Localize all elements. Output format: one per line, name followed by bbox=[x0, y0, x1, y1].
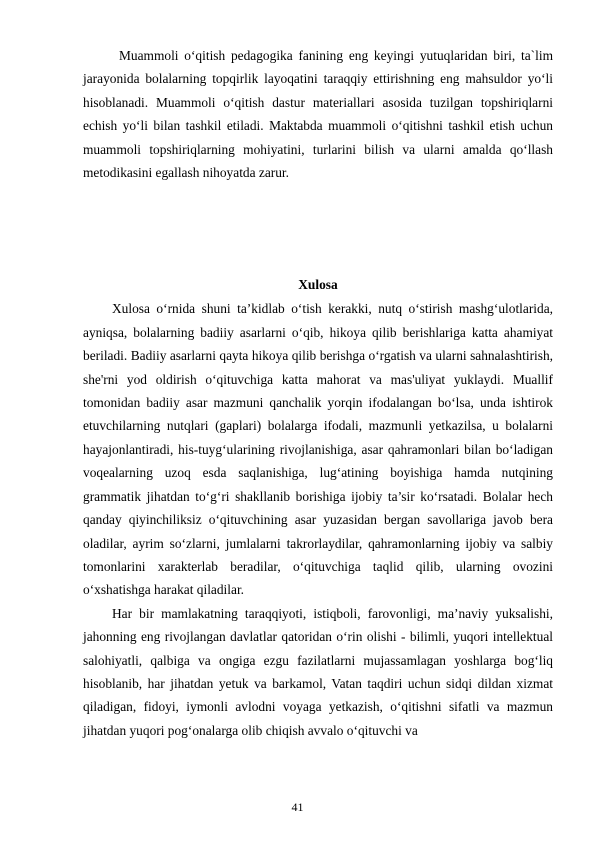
document-page bbox=[83, 44, 553, 742]
intro-paragraph: Muammoli o‘qitish pedagogika fanining eng keyingi yutuqlaridan biri, ta`lim jarayonida bolalarning topqirlik layoqatini taraqqiy ettirishning eng mahsuldor yo‘li hisoblanadi. Muammoli o‘qitish dastur materiallari asosida tuzilgan topshiriqlarni echish yo‘li bilan tashkil etiladi. Maktabda muammoli o‘qitishni tashkil etish uchun muammoli topshiriqlarning mohiyatini, turlarini bilish va ularni amalda qo‘llash metodikasini egallash nihoyatda zarur. bbox=[83, 48, 553, 181]
body-paragraph: Har bir mamlakatning taraqqiyoti, istiqboli, farovonligi, ma’naviy yuksalishi, jahonning eng rivojlangan davlatlar qatoridan o‘rin olishi - bilimli, yuqori intellektual salohiyatli, qalbiga va ongiga ezgu fazilatlarni mujassamlagan yoshlarga bog‘liq hisoblanib, har jihatdan yetuk va barkamol, Vatan taqdiri uchun sidqi dildan xizmat qiladigan, fidoyi, iymonli avlodni voyaga yetkazish, o‘qitishni sifatli va mazmun jihatdan yuqori pog‘onalarga olib chiqish avvalo o‘qituvchi va bbox=[83, 605, 553, 738]
section-heading: Xulosa bbox=[298, 277, 338, 293]
blank-space bbox=[83, 184, 553, 274]
page-number: 41 bbox=[291, 800, 304, 814]
body-paragraph: Xulosa o‘rnida shuni ta’kidlab o‘tish kerakki, nutq o‘stirish mashg‘ulotlarida, ayniqsa, bolalarning badiiy asarlarni o‘qib, hikoya qilib berishlariga katta ahamiyat beriladi. Badiiy asarlarni qayta hikoya qilib berishga o‘rgatish va ularni sahnalashtirish, she'rni yod oldirish o‘qituvchiga katta mahorat va mas'uliyat yuklaydi. Muallif tomonidan badiiy asar mazmuni qanchalik yorqin ifodalangan bo‘lsa, unda ishtirok etuvchilarning nutqlari (gaplari) bolalarga ifodali, mazmunli yetkazilsa, u bolalarni hayajonlantiradi, his-tuyg‘ularining rivojlanishiga, asar qahramonlari bilan bo‘ladigan voqealarning uzoq esda saqlanishiga, lug‘atining boyishiga hamda nutqining grammatik jihatdan to‘g‘ri shakllanib borishiga ijobiy ta’sir ko‘rsatadi. Bolalar hech qanday qiyinchiliksiz o‘qituvchining asar yuzasidan bergan savollariga javob bera oladilar, ayrim so‘zlarni, jumlalarni takrorlaydilar, qahramonlarning ijobiy va salbiy tomonlarini xarakterlab beradilar, o‘qituvchiga taqlid qilib, ularning ovozini o‘xshatishga harakat qiladilar. bbox=[83, 301, 553, 598]
